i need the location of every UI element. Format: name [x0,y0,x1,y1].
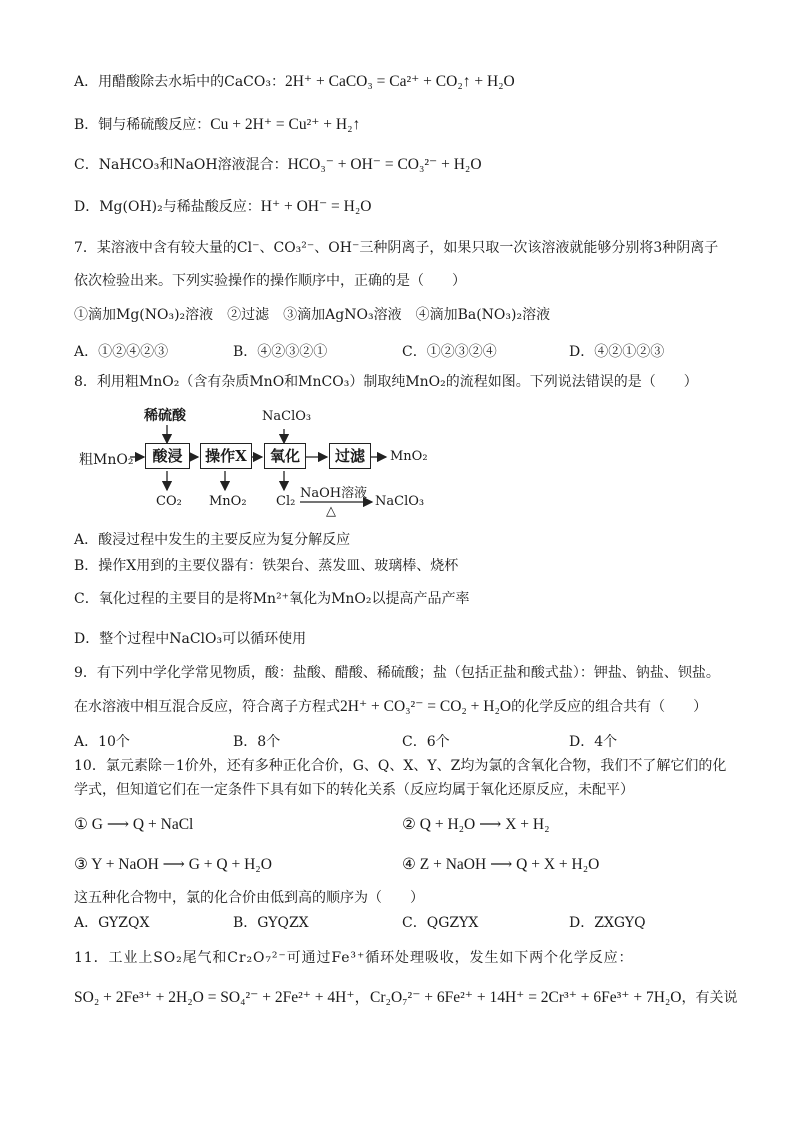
flow-step-filter: 过滤 [329,443,371,469]
reagent-dilute-sulfuric-acid: 稀硫酸 [144,408,186,424]
q10-stem-line2: 学式，但知道它们在一定条件下具有如下的转化关系（反应均属于氧化还原反应，未配平） [74,782,634,798]
q11-stem-line1: 11．工业上SO₂尾气和Cr₂O₇²⁻可通过Fe³⁺循环处理吸收，发生如下两个化学反应： [74,950,634,966]
q7-option-c: C．①②③②④ [402,344,497,360]
byproduct-co2: CO₂ [156,494,182,509]
naoh-solution-label: NaOH溶液 [300,486,368,501]
q11-equation-1: SO₂ + 2Fe³⁺ + 2H₂O = SO₄²⁻ + 2Fe²⁺ + 4H⁺， [74,989,371,1006]
q8-option-b: B．操作X用到的主要仪器有：铁架台、蒸发皿、玻璃棒、烧杯 [74,558,459,574]
q6-option-c-text: C．NaHCO₃和NaOH溶液混合： [74,157,288,173]
q10-option-a: A．GYZQX [74,915,150,931]
flow-step-oxidation: 氧化 [264,443,306,469]
q8-option-d: D．整个过程中NaClO₃可以循环使用 [74,631,307,647]
q6-option-b-equation: Cu + 2H⁺ = Cu²⁺ + H₂↑ [210,116,361,133]
reagent-naclo3: NaClO₃ [262,409,312,424]
q9-stem-text-b: 的化学反应的组合共有（ ） [511,699,708,715]
q6-option-b-text: B．铜与稀硫酸反应： [74,117,211,133]
q6-option-a-equation: 2H⁺ + CaCO₃ = Ca²⁺ + CO₂↑ + H₂O [284,73,515,90]
flow-step-acid-leach: 酸浸 [145,443,190,469]
naclo3-product: NaClO₃ [375,494,425,509]
q8-option-c: C．氧化过程的主要目的是将Mn²⁺氧化为MnO₂以提高产品产率 [74,591,470,607]
q8-stem: 8．利用粗MnO₂（含有杂质MnO和MnCO₃）制取纯MnO₂的流程如图。下列说法错误的是（ ） [74,374,698,390]
flow-input: 粗MnO₂ [79,452,134,468]
q9-option-d: D．4个 [569,734,618,750]
q7-steps: ①滴加Mg(NO₃)₂溶液 ②过滤 ③滴加AgNO₃溶液 ④滴加Ba(NO₃)₂溶液 [74,307,551,323]
q10-option-d: D．ZXGYQ [569,915,646,931]
flow-step-operation-x: 操作X [200,443,252,469]
q11-equation-2: Cr₂O₇²⁻ + 6Fe²⁺ + 14H⁺ = 2Cr³⁺ + 6Fe³⁺ + 7H₂O [370,989,682,1006]
q9-option-a: A．10个 [74,734,130,750]
q10-reaction-3: ③ Y + NaOH ⟶ G + Q + H₂O [74,856,272,873]
q7-stem-line2: 依次检验出来。下列实验操作的操作顺序中，正确的是（ ） [74,273,466,289]
q10-question: 这五种化合物中，氯的化合价由低到高的顺序为（ ） [74,890,424,906]
q9-option-c: C．6个 [402,734,450,750]
q10-reaction-2: ② Q + H₂O ⟶ X + H₂ [402,816,550,833]
q6-option-d-text: D．Mg(OH)₂与稀盐酸反应： [74,199,261,215]
q9-stem-line1: 9．有下列中学化学常见物质，酸：盐酸、醋酸、稀硫酸；盐（包括正盐和酸式盐）：钾盐、钠盐、钡盐。 [74,665,720,681]
q9-option-b: B．8个 [233,734,281,750]
q10-option-c: C．QGZYX [402,915,479,931]
q6-option-a-text: A．用醋酸除去水垢中的CaCO₃： [74,74,285,90]
q7-option-a: A．①②④②③ [74,344,169,360]
q7-stem-line1: 7．某溶液中含有较大量的Cl⁻、CO₃²⁻、OH⁻三种阴离子，如果只取一次该溶液就能够分别将3种阴离子 [74,240,719,256]
q6-option-c-equation: HCO₃⁻ + OH⁻ = CO₃²⁻ + H₂O [287,156,482,173]
q10-stem-line1: 10．氯元素除－1价外，还有多种正化合价，G、Q、X、Y、Z均为氯的含氧化合物，我们不了解它们的化 [74,758,727,774]
q11-tail-text: ，有关说 [681,990,738,1006]
q9-stem-text-a: 在水溶液中相互混合反应，符合离子方程式 [74,699,340,715]
q8-option-a: A．酸浸过程中发生的主要反应为复分解反应 [74,532,351,548]
q9-stem-line2 [74,697,707,717]
q9-stem-equation: 2H⁺ + CO₃²⁻ = CO₂ + H₂O [340,698,512,715]
q10-reaction-4: ④ Z + NaOH ⟶ Q + X + H₂O [402,856,600,873]
flow-output: MnO₂ [390,449,428,464]
q10-reaction-1: ① G ⟶ Q + NaCl [74,816,194,833]
q6-option-d-equation: H⁺ + OH⁻ = H₂O [260,198,372,215]
q7-option-d: D．④②①②③ [569,344,665,360]
byproduct-cl2: Cl₂ [276,494,296,509]
q7-option-b: B．④②③②① [233,344,328,360]
q11-equations [74,988,738,1008]
heat-symbol: △ [326,504,336,519]
byproduct-mno2: MnO₂ [209,494,247,509]
q10-option-b: B．GYQZX [233,915,309,931]
